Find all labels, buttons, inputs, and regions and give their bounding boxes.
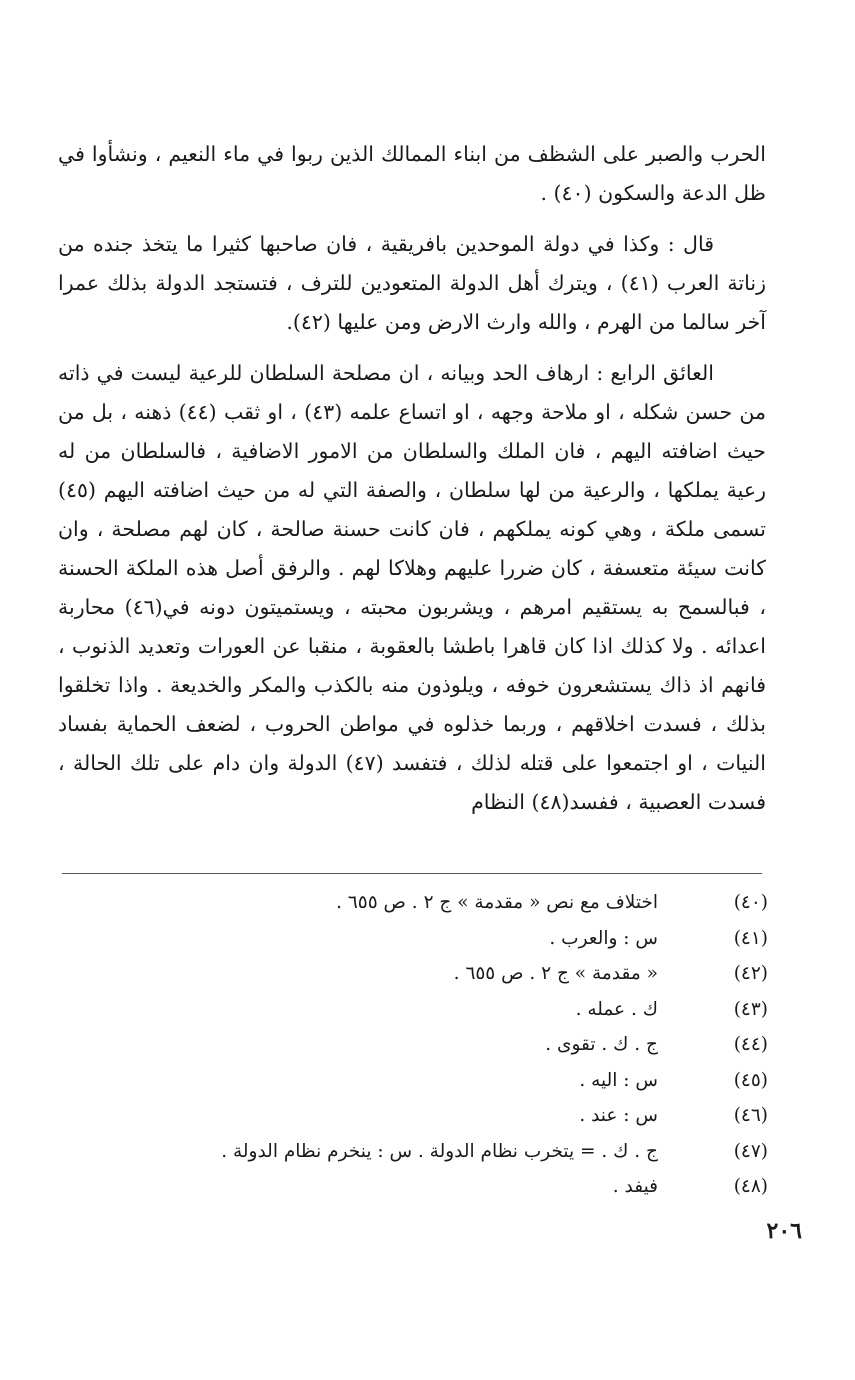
footnote [100,1172,768,1208]
footnote-text: س : عند . [579,1105,658,1126]
footnote [100,995,768,1031]
footnote-text: ج . ك . تقوى . [545,1034,658,1055]
footnote-number: (٤٦) [733,1105,768,1126]
footnote-number: (٤٥) [733,1069,768,1091]
footnote-number: (٤١) [733,927,768,949]
paragraph-2: قال : وكذا في دولة الموحدين بافريقية ، فان صاحبها كثيرا ما يتخذ جنده من زناتة العرب (٤١) ، ويترك أهل الدولة المتعودين للترف ، فتستجد الدولة بذلك عمرا آخر سالما من الهرم ، والله وارث الارض ومن عليها (٤٢). [58,232,766,334]
page-number: ٢٠٦ [766,1218,802,1244]
footnote-number: (٤٨) [733,1176,768,1197]
footnote [100,959,768,995]
footnote-text: « مقدمة » ج ٢ . ص ٦٥٥ . [453,963,658,984]
footnote-text: س : اليه . [579,1069,658,1091]
footnote-text: ك . عمله . [575,998,658,1020]
footnote [100,924,768,960]
paragraph-3: العائق الرابع : ارهاف الحد وبيانه ، ان مصلحة السلطان للرعية ليست في ذاته من حسن شكله ، او ملاحة وجهه ، او اتساع علمه (٤٣) ، او ثقب (٤٤) ذهنه ، بل من حيث اضافته اليهم ، فان الملك والسلطان من الامور الاضافية ، فالسلطان من له رعية يملكها ، والرعية من لها سلطان ، والصفة التي له من حيث اضافته اليهم (٤٥) تسمى ملكة ، وهي كونه يملكهم ، فان كانت حسنة صالحة ، كان لهم مصلحة ، وان كانت سيئة متعسفة ، كان ضررا عليهم وهلاكا لهم . والرفق أصل هذه الملكة الحسنة ، فبالسمح به يستقيم امرهم ، ويشربون محبته ، ويستميتون دونه في(٤٦) محاربة اعدائه . ولا كذلك اذا كان قاهرا باطشا بالعقوبة ، منقبا عن العورات وتعديد الذنوب ، فانهم اذ ذاك يستشعرون خوفه ، ويلوذون منه بالكذب والمكر والخديعة . واذا تخلقوا بذلك ، فسدت اخلاقهم ، وربما خذلوه في مواطن الحروب ، لضعف الحماية بفساد النيات ، او اجتمعوا على قتله لذلك ، فتفسد (٤٧) الدولة وان دام على تلك الحالة ، فسدت العصبية ، ففسد(٤٨) النظام [58,361,766,814]
footnote [100,1066,768,1102]
footnote-text: ج . ك . = يتخرب نظام الدولة . س : ينخرم نظام الدولة . [221,1140,658,1162]
footnote-text: س : والعرب . [549,927,658,949]
footnote [100,1030,768,1066]
footnotes [100,888,768,1208]
footnote [100,1137,768,1173]
footnote [100,1101,768,1137]
footnote-divider [62,873,762,874]
footnote-number: (٤٠) [733,892,768,913]
footnote-number: (٤٤) [733,1034,768,1055]
paragraph-1: الحرب والصبر على الشظف من ابناء الممالك الذين ربوا في ماء النعيم ، ونشأوا في ظل الدعة والسكون (٤٠) . [58,142,766,205]
footnote-text: فيفد . [612,1176,658,1197]
footnote [100,888,768,924]
body-text [58,135,766,822]
footnote-number: (٤٧) [733,1140,768,1162]
footnote-number: (٤٣) [733,998,768,1020]
footnote-number: (٤٢) [733,963,768,984]
footnote-text: اختلاف مع نص « مقدمة » ج ٢ . ص ٦٥٥ . [336,892,658,913]
